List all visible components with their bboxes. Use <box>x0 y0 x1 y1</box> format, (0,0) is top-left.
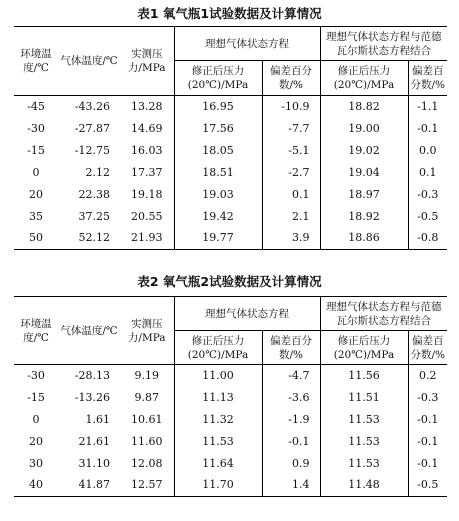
table-cell: -12.75 <box>74 143 110 157</box>
deviation-header: 偏差百分数/% <box>262 61 320 96</box>
table-cell: 0.1 <box>262 184 320 206</box>
table-cell: 37.25 <box>78 209 110 223</box>
table-cell: -0.3 <box>408 387 447 409</box>
table-cell: 11.64 <box>174 453 262 475</box>
table-cell: -0.1 <box>408 118 447 140</box>
table-cell: 3.9 <box>262 228 320 250</box>
table-cell: -13.26 <box>74 390 110 404</box>
table-cell: 11.53 <box>174 431 262 453</box>
table-row <box>14 387 447 409</box>
table-cell: 0.1 <box>408 162 447 184</box>
table-cell: 19.18 <box>131 187 163 201</box>
table-cell: 19.00 <box>320 118 408 140</box>
table-cell: 1.61 <box>85 412 110 426</box>
table-cell: 12.08 <box>131 456 163 470</box>
table-cell: 11.60 <box>131 434 163 448</box>
table-cell: 19.42 <box>174 206 262 228</box>
table-row <box>14 431 447 453</box>
table-cell: 19.03 <box>174 184 262 206</box>
table-cell: -43.26 <box>74 99 110 113</box>
table-cell: 22.38 <box>78 187 110 201</box>
ideal-gas-group-header: 理想气体状态方程 <box>174 27 320 61</box>
table-cell: -0.1 <box>408 453 447 475</box>
measured-pressure-header: 实测压力/MPa <box>120 27 174 96</box>
table-row <box>14 140 447 162</box>
table-cell: 18.51 <box>174 162 262 184</box>
table-cell: 16.03 <box>131 143 163 157</box>
table2-caption: 表2 氧气瓶2试验数据及计算情况 <box>137 274 322 289</box>
table-cell: -45 <box>27 99 45 113</box>
table-cell: 11.13 <box>174 387 262 409</box>
table-row <box>14 184 447 206</box>
table-cell: 31.10 <box>78 456 110 470</box>
table-cell: 1.4 <box>262 475 320 497</box>
table-cell: -0.8 <box>408 228 447 250</box>
table-cell: 2.12 <box>85 165 110 179</box>
deviation-header: 偏差百分数/% <box>408 61 447 96</box>
table-cell: 18.97 <box>320 184 408 206</box>
table-cell: -30 <box>27 121 45 135</box>
table-cell: -0.1 <box>262 431 320 453</box>
table-cell: 12.57 <box>120 475 174 497</box>
table-cell: 11.48 <box>320 475 408 497</box>
table-cell: 11.53 <box>320 409 408 431</box>
table-row <box>14 228 447 250</box>
table-cell: -3.6 <box>262 387 320 409</box>
table-cell: 18.86 <box>320 228 408 250</box>
table-row <box>14 118 447 140</box>
table-cell: 0.9 <box>262 453 320 475</box>
table-cell: 20 <box>29 434 43 448</box>
table-cell: 10.61 <box>131 412 163 426</box>
table-cell: 13.28 <box>131 99 163 113</box>
table-cell: 11.32 <box>174 409 262 431</box>
table-cell: 50 <box>14 228 58 250</box>
table-cell: 20 <box>29 187 43 201</box>
table-row <box>14 475 447 497</box>
table-cell: 11.00 <box>174 365 262 387</box>
table-cell: -30 <box>27 368 45 382</box>
table-cell: -0.3 <box>408 184 447 206</box>
table-cell: 18.05 <box>174 140 262 162</box>
table-cell: 0.2 <box>408 365 447 387</box>
env-temp-header: 环境温度/℃ <box>14 297 58 365</box>
corrected-pressure-header: 修正后压力(20℃)/MPa <box>174 331 262 365</box>
table2 <box>14 296 447 497</box>
corrected-pressure-header: 修正后压力(20℃)/MPa <box>320 61 408 96</box>
table-cell: 30 <box>29 456 43 470</box>
table-cell: -28.13 <box>74 368 110 382</box>
table-cell: 18.92 <box>320 206 408 228</box>
table-cell: 19.04 <box>320 162 408 184</box>
ideal-gas-group-header: 理想气体状态方程 <box>174 297 320 331</box>
table-row <box>14 409 447 431</box>
table-cell: -0.1 <box>408 409 447 431</box>
corrected-pressure-header: 修正后压力(20℃)/MPa <box>174 61 262 96</box>
gas-temp-header: 气体温度/℃ <box>58 297 120 365</box>
env-temp-header: 环境温度/℃ <box>14 27 58 96</box>
table-cell: 19.77 <box>174 228 262 250</box>
table-cell: 41.87 <box>58 475 120 497</box>
table-cell: -0.1 <box>408 431 447 453</box>
table-cell: -2.7 <box>262 162 320 184</box>
table-row <box>14 162 447 184</box>
table-cell: 11.70 <box>174 475 262 497</box>
gas-temp-header: 气体温度/℃ <box>58 27 120 96</box>
table-cell: 17.37 <box>131 165 163 179</box>
corrected-pressure-header: 修正后压力(20℃)/MPa <box>320 331 408 365</box>
deviation-header: 偏差百分数/% <box>262 331 320 365</box>
table-cell: -1.9 <box>262 409 320 431</box>
table-cell: 14.69 <box>131 121 163 135</box>
table-cell: 17.56 <box>174 118 262 140</box>
ideal-vdw-group-header: 理想气体状态方程与范德瓦尔斯状态方程结合 <box>320 297 447 331</box>
table-cell: 21.93 <box>120 228 174 250</box>
table-cell: 11.51 <box>320 387 408 409</box>
table-cell: 0.0 <box>408 140 447 162</box>
table-cell: 19.02 <box>320 140 408 162</box>
table-cell: 16.95 <box>174 96 262 118</box>
table-row <box>14 453 447 475</box>
deviation-header: 偏差百分数/% <box>408 331 447 365</box>
table-cell: 0 <box>32 165 40 179</box>
table-cell: -4.7 <box>262 365 320 387</box>
table-cell: -10.9 <box>262 96 320 118</box>
table-cell: -0.5 <box>408 206 447 228</box>
table-cell: 11.53 <box>320 431 408 453</box>
table-cell: -1.1 <box>408 96 447 118</box>
table-cell: -27.87 <box>74 121 110 135</box>
table-cell: 20.55 <box>131 209 163 223</box>
table-row <box>14 96 447 118</box>
table1 <box>14 26 447 250</box>
table-cell: -7.7 <box>262 118 320 140</box>
table-cell: 11.56 <box>320 365 408 387</box>
table-cell: 9.87 <box>134 390 159 404</box>
table-cell: -15 <box>27 143 45 157</box>
table-cell: -15 <box>27 390 45 404</box>
table-cell: 11.53 <box>320 453 408 475</box>
table-cell: 35 <box>29 209 43 223</box>
table-row <box>14 365 447 387</box>
measured-pressure-header: 实测压力/MPa <box>120 297 174 365</box>
table-cell: 2.1 <box>262 206 320 228</box>
table-cell: -5.1 <box>262 140 320 162</box>
table1-caption: 表1 氧气瓶1试验数据及计算情况 <box>137 6 322 21</box>
table-cell: 18.82 <box>320 96 408 118</box>
table-cell: 52.12 <box>58 228 120 250</box>
table-cell: 40 <box>14 475 58 497</box>
table-cell: 9.19 <box>134 368 159 382</box>
table-cell: -0.5 <box>408 475 447 497</box>
table-cell: 21.61 <box>78 434 110 448</box>
ideal-vdw-group-header: 理想气体状态方程与范德瓦尔斯状态方程结合 <box>320 27 447 61</box>
table-cell: 0 <box>32 412 40 426</box>
table-row <box>14 206 447 228</box>
